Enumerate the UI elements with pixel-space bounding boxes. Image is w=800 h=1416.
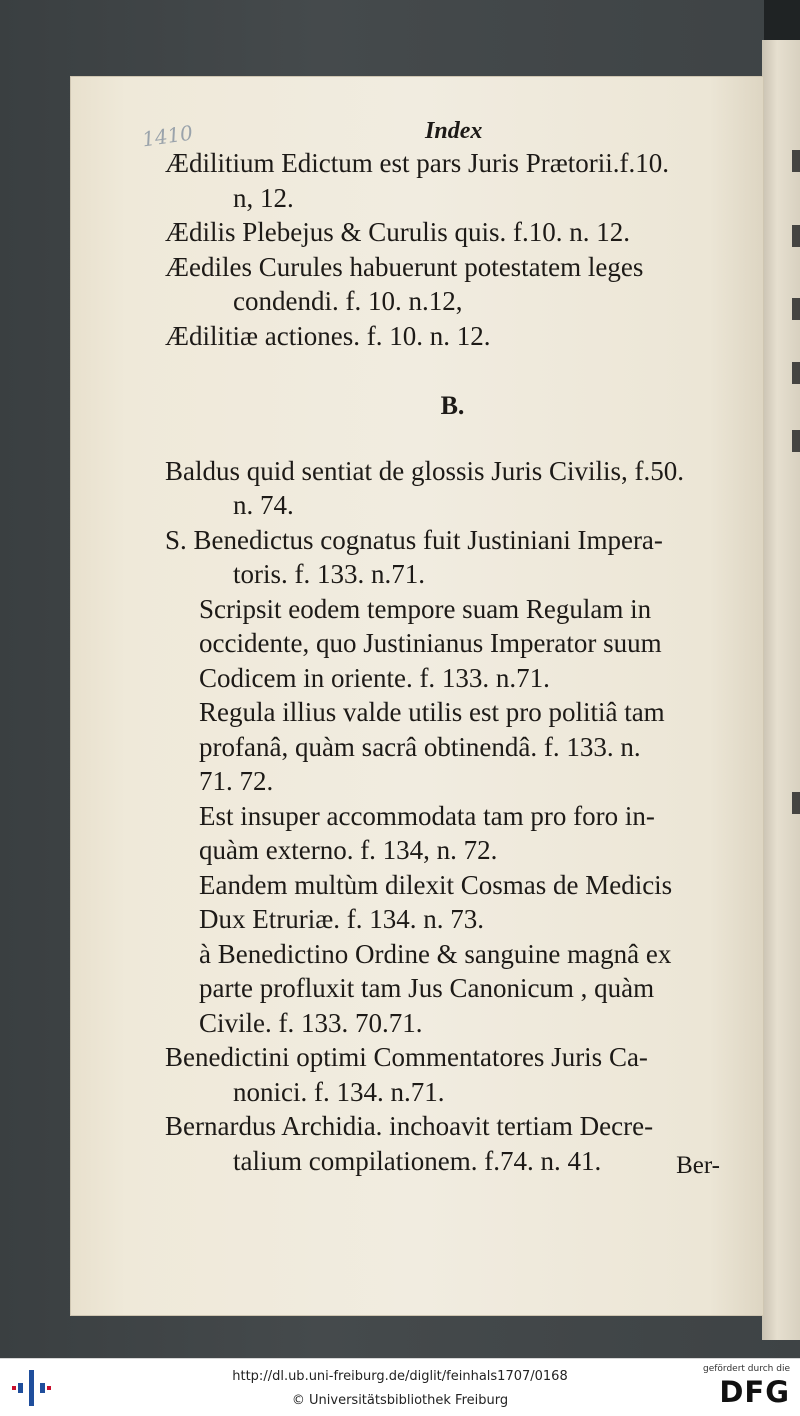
entry-line: Bernardus Archidia. inchoavit tertiam Decre- bbox=[165, 1111, 654, 1141]
entry-line: condendi. f. 10. n.12, bbox=[233, 286, 463, 316]
funding-note: gefördert durch die bbox=[703, 1364, 790, 1374]
index-subentry bbox=[165, 799, 740, 868]
index-entry bbox=[165, 454, 740, 523]
permalink-url[interactable]: http://dl.ub.uni-freiburg.de/diglit/feinhals1707/0168 bbox=[232, 1369, 568, 1384]
entry-line: Eandem multùm dilexit Cosmas de Medicis bbox=[199, 869, 673, 900]
entry-line: Dux Etruriæ. f. 134. n. 73. bbox=[199, 904, 484, 934]
facing-page-mark bbox=[792, 362, 800, 384]
entry-line: quàm externo. f. 134, n. 72. bbox=[199, 835, 498, 865]
binding-spine bbox=[764, 0, 800, 40]
index-entry bbox=[165, 523, 740, 592]
entry-line: n. 74. bbox=[233, 490, 294, 520]
entry-line: nonici. f. 134. n.71. bbox=[233, 1076, 445, 1107]
catchword: Ber- bbox=[676, 1152, 720, 1179]
entry-line: toris. f. 133. n.71. bbox=[233, 559, 425, 589]
entry-line: Æediles Curules habuerunt potestatem leges bbox=[165, 251, 644, 282]
entry-line: profanâ, quàm sacrâ obtinendâ. f. 133. n. bbox=[199, 731, 641, 762]
entry-line: Scripsit eodem tempore suam Regulam in bbox=[199, 593, 652, 624]
index-subentry bbox=[165, 868, 740, 937]
section-heading-b: B. bbox=[440, 391, 465, 420]
facing-page-mark bbox=[792, 225, 800, 247]
copyright-notice: © Universitätsbibliothek Freiburg bbox=[291, 1393, 509, 1408]
book-page bbox=[70, 76, 764, 1316]
entry-line: à Benedictino Ordine & sanguine magnâ ex bbox=[199, 938, 672, 969]
index-entry bbox=[165, 250, 740, 319]
index-entry bbox=[165, 1109, 740, 1178]
entry-line: Ædilitiæ actiones. f. 10. n. 12. bbox=[165, 320, 491, 351]
dfg-logo: DFG bbox=[719, 1375, 790, 1409]
entry-line: n, 12. bbox=[233, 182, 294, 213]
entry-line: 71. 72. bbox=[199, 766, 274, 796]
entry-line: Benedictini optimi Commentatores Juris Ca- bbox=[165, 1042, 648, 1072]
entry-line: Codicem in oriente. f. 133. n.71. bbox=[199, 662, 550, 693]
entry-line: Est insuper accommodata tam pro foro in- bbox=[199, 800, 655, 831]
entry-line: occidente, quo Justinianus Imperator suum bbox=[199, 628, 662, 658]
entry-line: Baldus quid sentiat de glossis Juris Civilis, f.50. bbox=[165, 455, 685, 486]
facing-page-mark bbox=[792, 298, 800, 320]
viewer-footer bbox=[0, 1358, 800, 1416]
entry-line: talium compilationem. f.74. n. 41. bbox=[233, 1145, 602, 1176]
index-subentry bbox=[165, 695, 740, 799]
entry-line: Ædilitium Edictum est pars Juris Prætorii.f.10. bbox=[165, 148, 669, 178]
section-b-entries bbox=[165, 454, 740, 1179]
facing-page-mark bbox=[792, 150, 800, 172]
section-a-entries bbox=[165, 146, 740, 353]
index-entry bbox=[165, 319, 740, 354]
running-header: Index bbox=[425, 118, 483, 144]
index-entry bbox=[165, 146, 740, 215]
index-text bbox=[165, 146, 740, 1178]
index-entry bbox=[165, 1040, 740, 1109]
entry-line: parte profluxit tam Jus Canonicum , quàm bbox=[199, 973, 655, 1003]
facing-page-mark bbox=[792, 792, 800, 814]
entry-line: Regula illius valde utilis est pro politiâ tam bbox=[199, 697, 665, 727]
index-entry bbox=[165, 215, 740, 250]
index-subentry bbox=[165, 592, 740, 696]
entry-line: S. Benedictus cognatus fuit Justiniani Impera- bbox=[165, 524, 663, 555]
index-subentry bbox=[165, 937, 740, 1041]
entry-line: Civile. f. 133. 70.71. bbox=[199, 1007, 423, 1038]
facing-page-mark bbox=[792, 430, 800, 452]
entry-line: Ædilis Plebejus & Curulis quis. f.10. n. 12. bbox=[165, 217, 631, 247]
pencil-annotation: 1410 bbox=[140, 120, 195, 152]
facing-page-edge bbox=[762, 40, 800, 1340]
